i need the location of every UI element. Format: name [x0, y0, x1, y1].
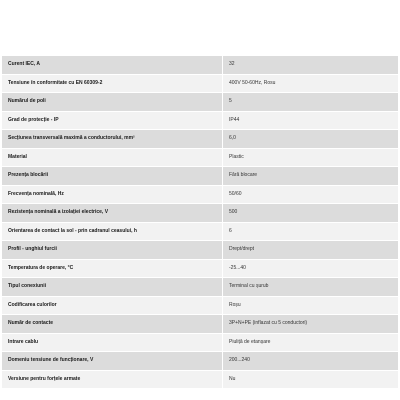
spec-value: 5 [223, 93, 398, 112]
spec-row [2, 241, 398, 260]
spec-label: Tensiune în conformitate cu EN 60309-2 [2, 75, 223, 94]
spec-label: Material [2, 149, 223, 168]
specifications-table [2, 56, 398, 389]
spec-value: IP44 [223, 112, 398, 131]
spec-label: Intrare cablu [2, 334, 223, 353]
spec-label: Temperatura de operare, °C [2, 260, 223, 279]
spec-row [2, 352, 398, 371]
spec-value: Nu [223, 371, 398, 390]
spec-label: Grad de protecție - IP [2, 112, 223, 131]
spec-label: Număr de contacte [2, 315, 223, 334]
spec-row [2, 186, 398, 205]
spec-row [2, 75, 398, 94]
spec-row [2, 112, 398, 131]
spec-row [2, 130, 398, 149]
spec-row [2, 260, 398, 279]
spec-label: Prezența blocării [2, 167, 223, 186]
spec-row [2, 204, 398, 223]
spec-row [2, 278, 398, 297]
spec-value: Plastic [223, 149, 398, 168]
spec-label: Codificarea culorilor [2, 297, 223, 316]
spec-label: Rezistența nominală a izolației electrice, V [2, 204, 223, 223]
spec-label: Domeniu tensiune de funcționare, V [2, 352, 223, 371]
spec-label: Profil - unghiul furcii [2, 241, 223, 260]
spec-row [2, 315, 398, 334]
spec-label: Frecvența nominală, Hz [2, 186, 223, 205]
spec-label: Versiune pentru forțele armate [2, 371, 223, 390]
spec-value: Drept/drept [223, 241, 398, 260]
spec-label: Orientarea de contact la sol - prin cadranul ceasului, h [2, 223, 223, 242]
spec-value: Piuliță de etanșare [223, 334, 398, 353]
spec-value: 32 [223, 56, 398, 75]
spec-value: 500 [223, 204, 398, 223]
spec-value: 50/60 [223, 186, 398, 205]
spec-row [2, 371, 398, 390]
spec-label: Curent IEC, A [2, 56, 223, 75]
spec-row [2, 297, 398, 316]
spec-value: 200...240 [223, 352, 398, 371]
spec-value: -25...40 [223, 260, 398, 279]
spec-label: Tipul conexiunii [2, 278, 223, 297]
spec-row [2, 334, 398, 353]
spec-label: Numărul de poli [2, 93, 223, 112]
spec-row [2, 149, 398, 168]
spec-value: 6,0 [223, 130, 398, 149]
spec-row [2, 56, 398, 75]
spec-value: 3P+N+PE (inflazat cu 5 conductori) [223, 315, 398, 334]
spec-row [2, 93, 398, 112]
spec-row [2, 167, 398, 186]
spec-value: 6 [223, 223, 398, 242]
spec-row [2, 223, 398, 242]
spec-value: Roșu [223, 297, 398, 316]
spec-value: Terminal cu șurub [223, 278, 398, 297]
spec-label: Secțiunea transversală maximă a conductorului, mm² [2, 130, 223, 149]
spec-value: 400V 50-60Hz, Rosu [223, 75, 398, 94]
spec-value: Fără blocare [223, 167, 398, 186]
